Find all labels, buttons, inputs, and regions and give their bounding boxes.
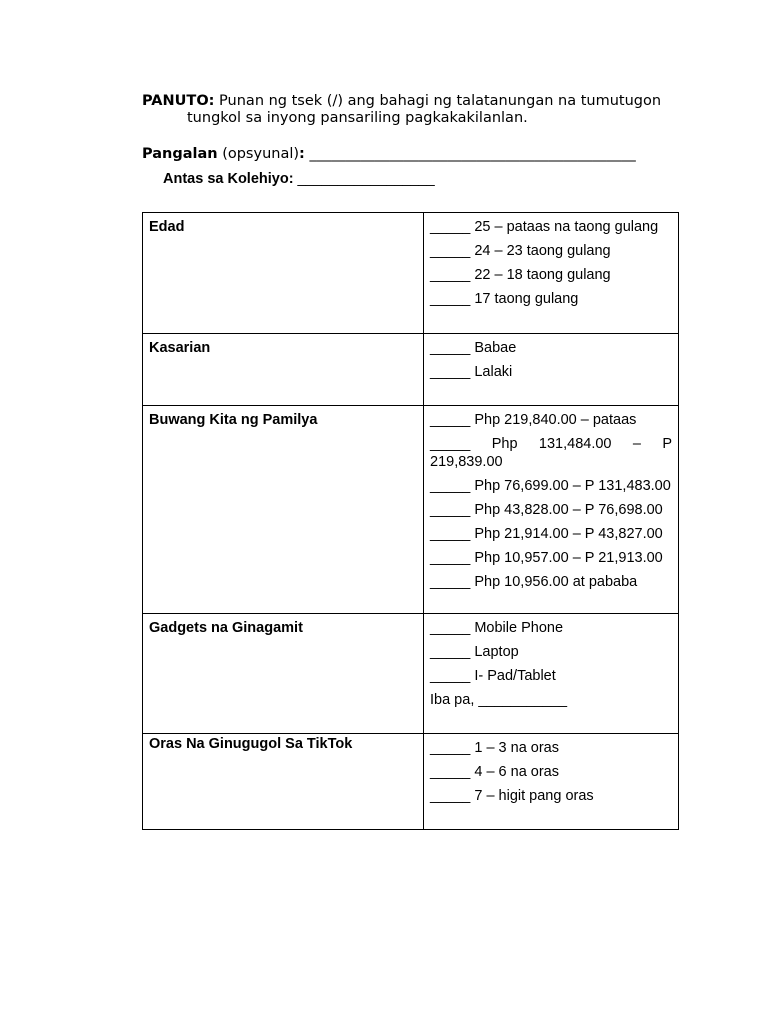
option-item[interactable]: _____ 7 – higit pang oras xyxy=(430,788,594,804)
year-level-field xyxy=(163,171,435,187)
name-field xyxy=(142,146,636,162)
option-item[interactable]: _____ 25 – pataas na taong gulang xyxy=(430,219,659,235)
option-item[interactable]: _____ Babae xyxy=(430,340,517,356)
table-row xyxy=(143,406,679,614)
table-row xyxy=(143,734,679,830)
option-item[interactable]: _____ 22 – 18 taong gulang xyxy=(430,267,611,283)
question-label: Edad xyxy=(143,213,424,334)
option-item[interactable]: _____ Php 43,828.00 – P 76,698.00 xyxy=(430,502,663,518)
option-item[interactable]: _____ Php 131,484.00 – P 219,839.00 xyxy=(430,436,672,470)
question-label: Oras Na Ginugugol Sa TikTok xyxy=(143,734,424,830)
year-level-blank[interactable]: _________________ xyxy=(293,171,435,187)
instructions xyxy=(142,93,687,127)
survey-table xyxy=(142,212,679,830)
name-optional-note: (opsyunal) xyxy=(217,146,300,162)
answer-options xyxy=(424,213,679,334)
option-item[interactable]: _____ Php 10,957.00 – P 21,913.00 xyxy=(430,550,663,566)
option-item[interactable]: _____ 4 – 6 na oras xyxy=(430,764,559,780)
answer-options xyxy=(424,406,679,614)
name-colon: : xyxy=(299,146,305,162)
instructions-label: PANUTO: xyxy=(142,93,215,109)
option-item[interactable]: _____ I- Pad/Tablet xyxy=(430,668,556,684)
name-label: Pangalan xyxy=(142,146,218,162)
table-row xyxy=(143,614,679,734)
option-item[interactable]: _____ Mobile Phone xyxy=(430,620,564,636)
option-item[interactable]: _____ Php 21,914.00 – P 43,827.00 xyxy=(430,526,663,542)
option-item[interactable]: _____ 1 – 3 na oras xyxy=(430,740,559,756)
option-item[interactable]: _____ Php 219,840.00 – pataas xyxy=(430,412,637,428)
name-blank[interactable]: _____________________________________________ xyxy=(304,146,636,162)
option-item[interactable]: _____ Laptop xyxy=(430,644,519,660)
instructions-text-line1: Punan ng tsek (/) ang bahagi ng talatanungan na tumutugon xyxy=(214,93,662,109)
option-item[interactable]: _____ 24 – 23 taong gulang xyxy=(430,243,611,259)
table-row xyxy=(143,213,679,334)
table-row xyxy=(143,334,679,406)
option-item[interactable]: _____ Lalaki xyxy=(430,364,513,380)
option-item[interactable]: _____ 17 taong gulang xyxy=(430,291,579,307)
question-label: Kasarian xyxy=(143,334,424,406)
question-label: Buwang Kita ng Pamilya xyxy=(143,406,424,614)
answer-options xyxy=(424,614,679,734)
answer-options xyxy=(424,734,679,830)
answer-options xyxy=(424,334,679,406)
option-item[interactable]: _____ Php 10,956.00 at pababa xyxy=(430,574,638,590)
question-label: Gadgets na Ginagamit xyxy=(143,614,424,734)
instructions-text-line2: tungkol sa inyong pansariling pagkakakilanlan. xyxy=(187,110,528,126)
option-item[interactable]: _____ Php 76,699.00 – P 131,483.00 xyxy=(430,478,671,494)
option-item[interactable]: Iba pa, ___________ xyxy=(430,692,568,708)
year-level-label: Antas sa Kolehiyo: xyxy=(163,171,294,187)
